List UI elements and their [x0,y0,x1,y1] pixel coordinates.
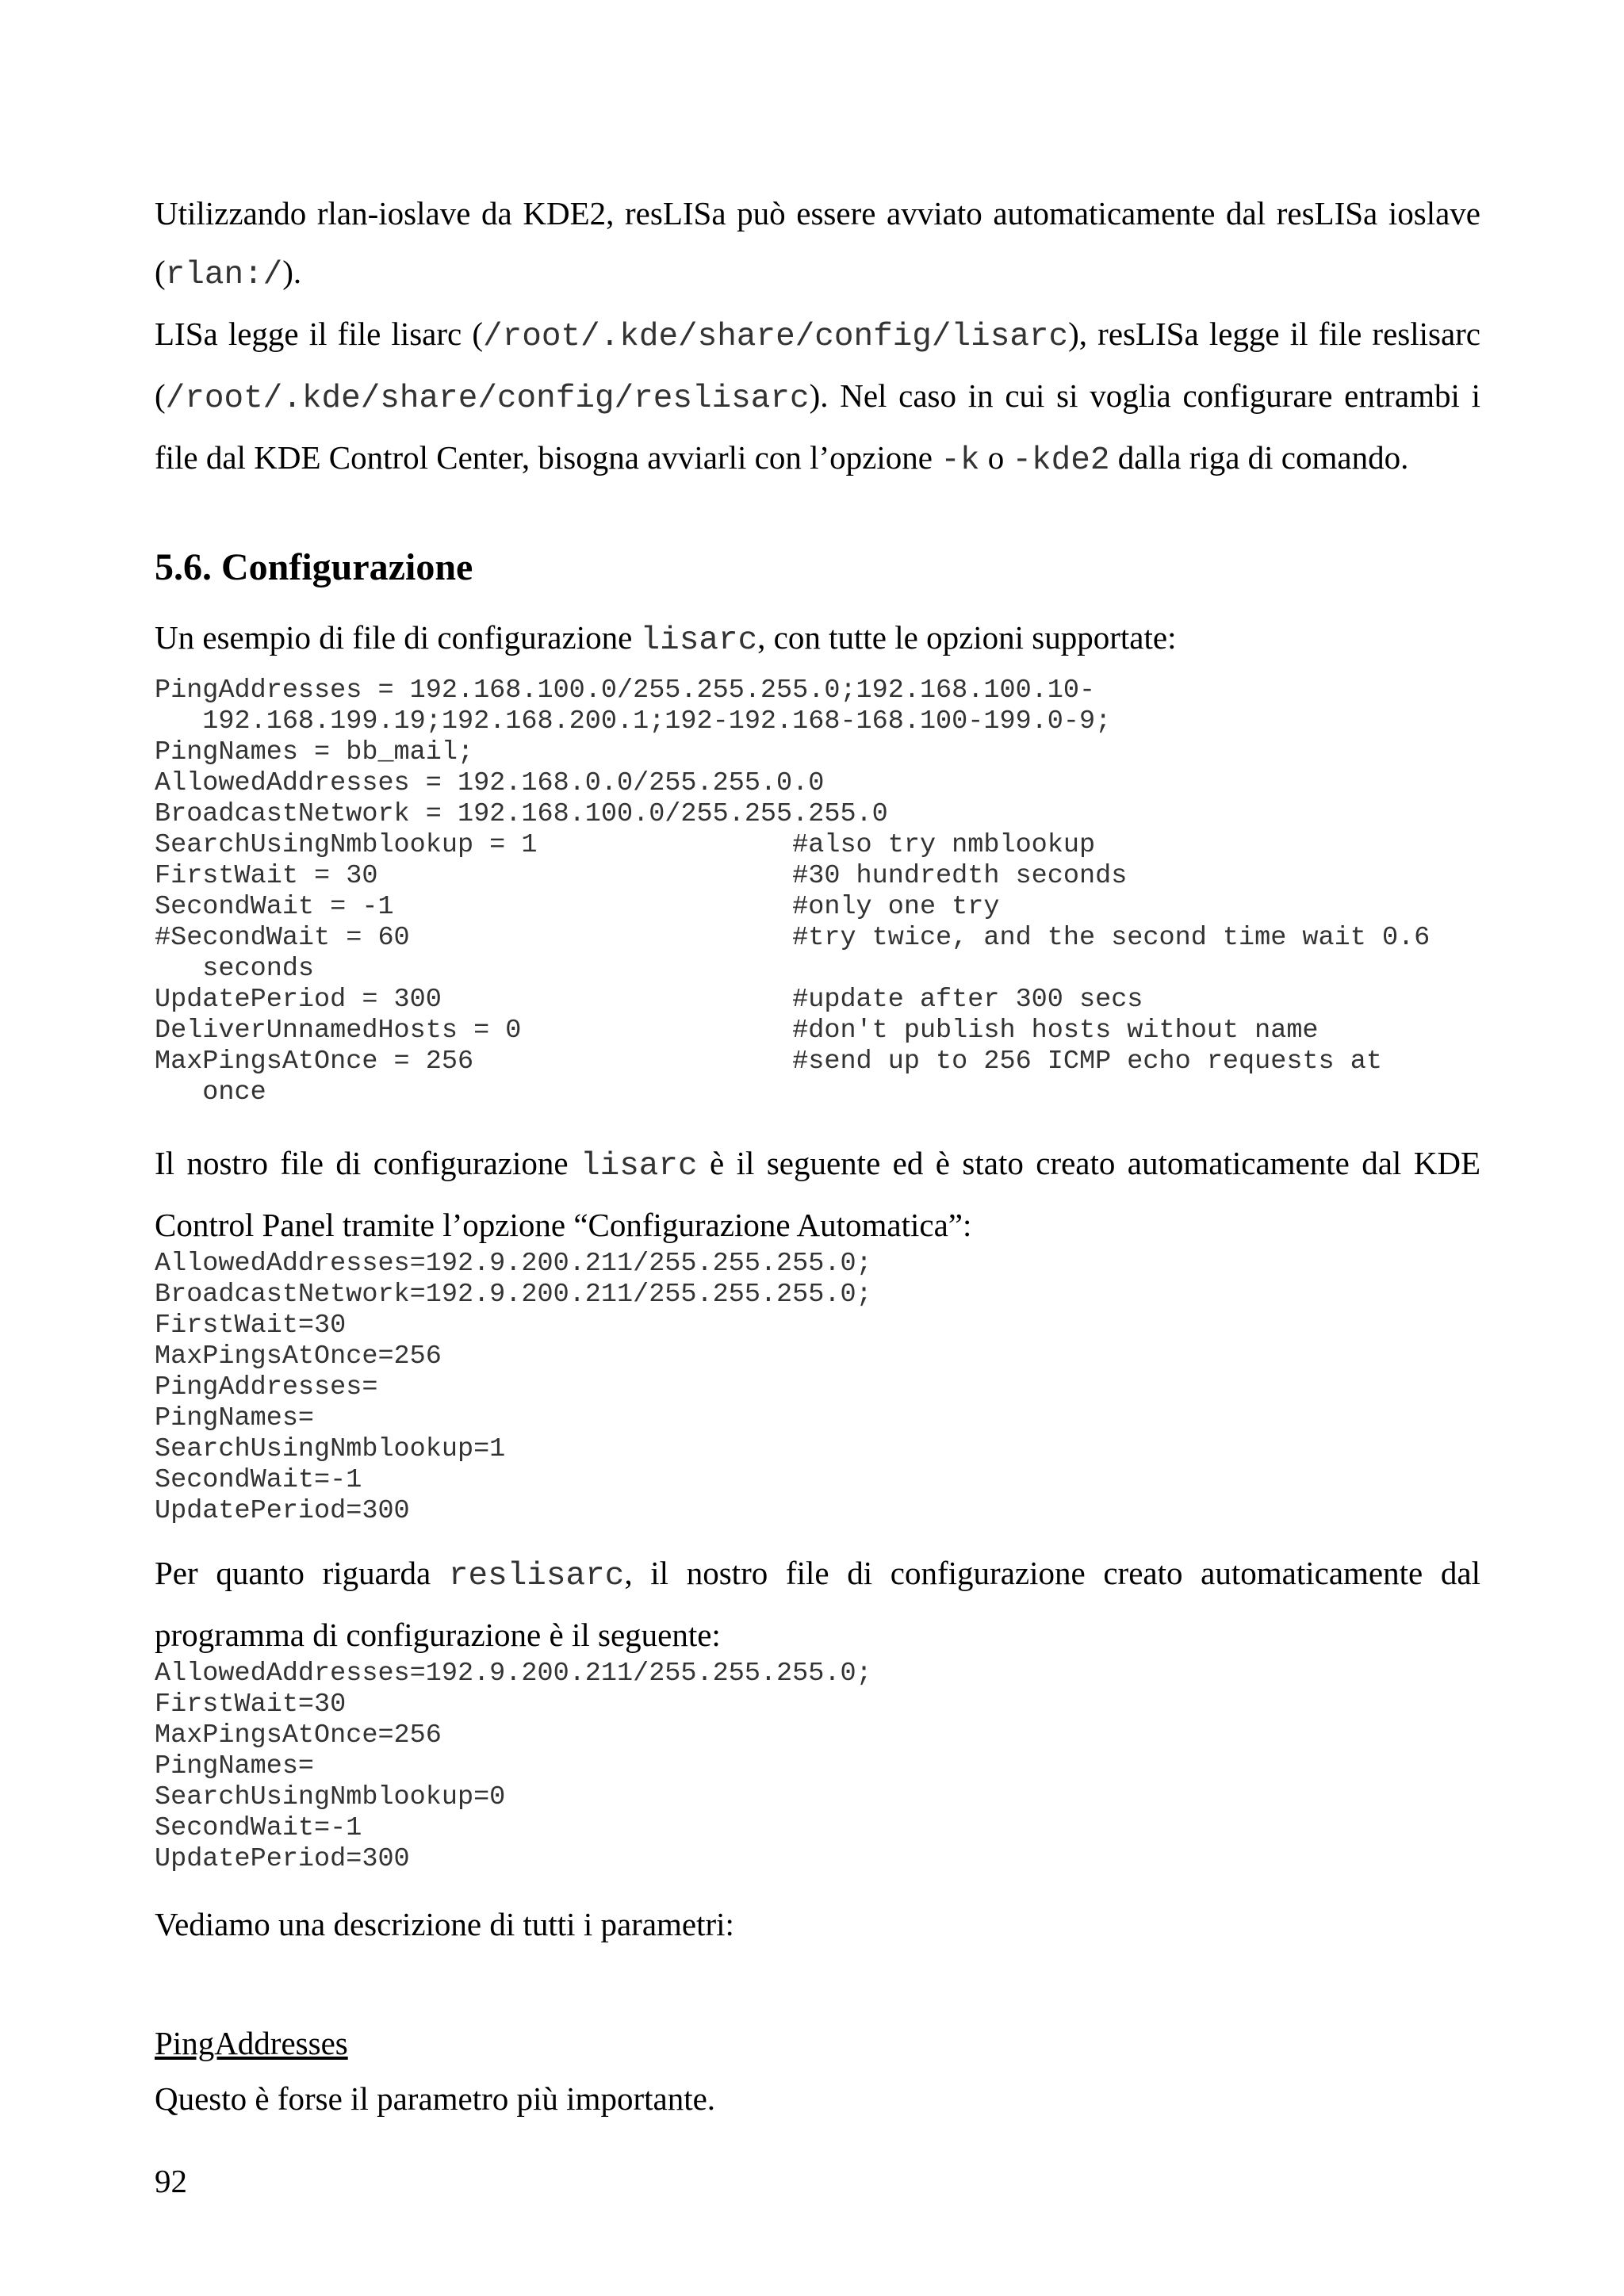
intro-line-5: file dal KDE Control Center, bisogna avviarli con l’opzione -k o -kde2 dalla riga di comando. [155,439,1409,479]
rlan-code: rlan:/ [165,257,283,293]
example-intro: Un esempio di file di configurazione lisarc, con tutte le opzioni supportate: [155,619,1177,659]
our-lisarc-paragraph [155,1134,1480,1254]
param-description: Questo è forse il parametro più importante. [155,2080,716,2117]
section-heading: 5.6. Configurazione [155,546,473,588]
param-name: PingAddresses [155,2025,348,2061]
lisarc-path: /root/.kde/share/config/lisarc [483,319,1069,355]
intro-line-2: (rlan:/). [155,254,302,293]
reslisarc-paragraph [155,1544,1480,1664]
para3-line-1: Per quanto riguarda reslisarc, il nostro file di configurazione creato automaticamente dal [155,1555,1480,1594]
para3-line-2: programma di configurazione è il seguente: [155,1617,721,1653]
parameters-intro: Vediamo una descrizione di tutti i parametri: [155,1906,734,1942]
para2-line-2: Control Panel tramite l’opzione “Configurazione Automatica”: [155,1207,972,1243]
intro-paragraph [155,184,1480,490]
page-number: 92 [155,2163,187,2199]
code-block-lisarc: AllowedAddresses=192.9.200.211/255.255.255.0; BroadcastNetwork=192.9.200.211/255.255.255.0; FirstWait=30 MaxPingsAtOnce=256 PingAddresses= PingNames= SearchUsingNmblookup=1 SecondWait=-1 UpdatePeriod=300 [155,1249,872,1526]
intro-line-1: Utilizzando rlan-ioslave da KDE2, resLISa può essere avviato automaticamente dal resLISa ioslave [155,195,1480,232]
code-block-example: PingAddresses = 192.168.100.0/255.255.255.0;192.168.100.10- 192.168.199.19;192.168.200.1;192-192.168-168.100-199.0-9; PingNames = bb_mail; AllowedAddresses = 192.168.0.0/255.255.0.0 BroadcastNetwork = 192.168.100.0/255.255.255.0 SearchUsingNmblookup = 1 #also try nmblookup FirstWait = 30 #30 hundredth seconds SecondWait = -1 #only one try #SecondWait = 60 #try twice, and the second time wait 0.6 seconds UpdatePeriod = 300 #update after 300 secs DeliverUnnamedHosts = 0 #don't publish hosts without name MaxPingsAtOnce = 256 #send up to 256 ICMP echo requests at once [155,675,1431,1108]
reslisarc-path: /root/.kde/share/config/reslisarc [165,381,810,417]
intro-line-4: (/root/.kde/share/config/reslisarc). Nel caso in cui si voglia configurare entrambi i [155,377,1480,417]
para2-line-1: Il nostro file di configurazione lisarc è il seguente ed è stato creato automaticamente dal KDE [155,1145,1480,1184]
intro-line-3: LISa legge il file lisarc (/root/.kde/share/config/lisarc), resLISa legge il file reslisarc [155,316,1481,355]
code-block-reslisarc: AllowedAddresses=192.9.200.211/255.255.255.0; FirstWait=30 MaxPingsAtOnce=256 PingNames= SearchUsingNmblookup=0 SecondWait=-1 UpdatePeriod=300 [155,1659,872,1874]
